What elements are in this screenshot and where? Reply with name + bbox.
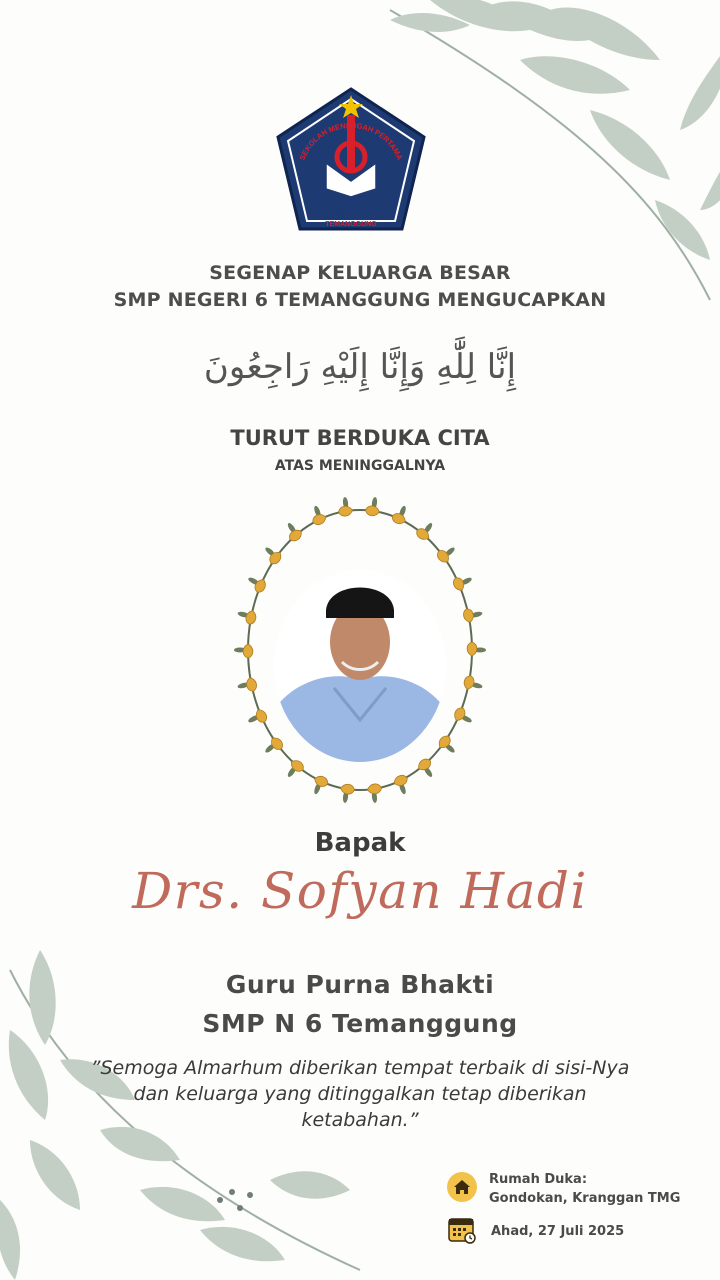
wreath-flower [462, 605, 484, 623]
header-line-2: SMP NEGERI 6 TEMANGGUNG MENGUCAPKAN [113, 289, 607, 311]
wreath-flower [236, 677, 258, 695]
wreath-flower [414, 519, 436, 542]
wreath-flower [367, 783, 383, 803]
house-address: Gondokan, Kranggan TMG [489, 1191, 681, 1206]
wreath-flower [416, 757, 438, 780]
header-line-1: SEGENAP KELUARGA BESAR [209, 262, 511, 284]
wreath-flower [339, 783, 355, 803]
house-label: Rumah Duka: [489, 1172, 588, 1187]
logo-school-word: NEGERI [329, 204, 373, 216]
event-date: Ahad, 27 Juli 2025 [491, 1224, 625, 1239]
wreath-flower [262, 735, 285, 758]
portrait-photo [274, 570, 446, 762]
logo-city-word: TEMANGGUNG [325, 221, 377, 228]
condolence-title: TURUT BERDUKA CITA [230, 426, 490, 450]
role-line-2: SMP N 6 Temanggung [202, 1009, 518, 1038]
school-logo [274, 85, 428, 235]
role-line-1: Guru Purna Bhakti [225, 970, 495, 999]
wreath-flower [282, 520, 304, 543]
wreath-flower [365, 496, 381, 516]
prayer-quote: ”Semoga Almarhum diberikan tempat terbaik di sisi-Nya dan keluarga yang ditinggalkan tetap diberikan ketabahan.” [90, 1057, 630, 1131]
wreath-flower [236, 607, 258, 625]
wreath-flower [436, 734, 459, 757]
honorific: Bapak [314, 828, 406, 858]
calendar-icon [447, 1215, 477, 1245]
condolence-subtitle: ATAS MENINGGALNYA [274, 458, 446, 474]
wreath-flower [234, 644, 253, 658]
wreath-flower [260, 543, 283, 566]
deceased-name: Drs. Sofyan Hadi [132, 862, 588, 920]
wreath-flower [463, 675, 485, 693]
wreath-flower [337, 496, 353, 516]
wreath-flower [283, 758, 305, 781]
house-icon [447, 1172, 477, 1202]
wreath-flower [467, 642, 486, 656]
wreath-flower [435, 542, 458, 565]
arabic-calligraphy: إِنَّا لِلَّٰهِ وَإِنَّا إِلَيْهِ رَاجِعُونَ [203, 347, 517, 387]
logo-ring-text: SEKOLAH MENENGAH PERTAMA [297, 120, 405, 162]
